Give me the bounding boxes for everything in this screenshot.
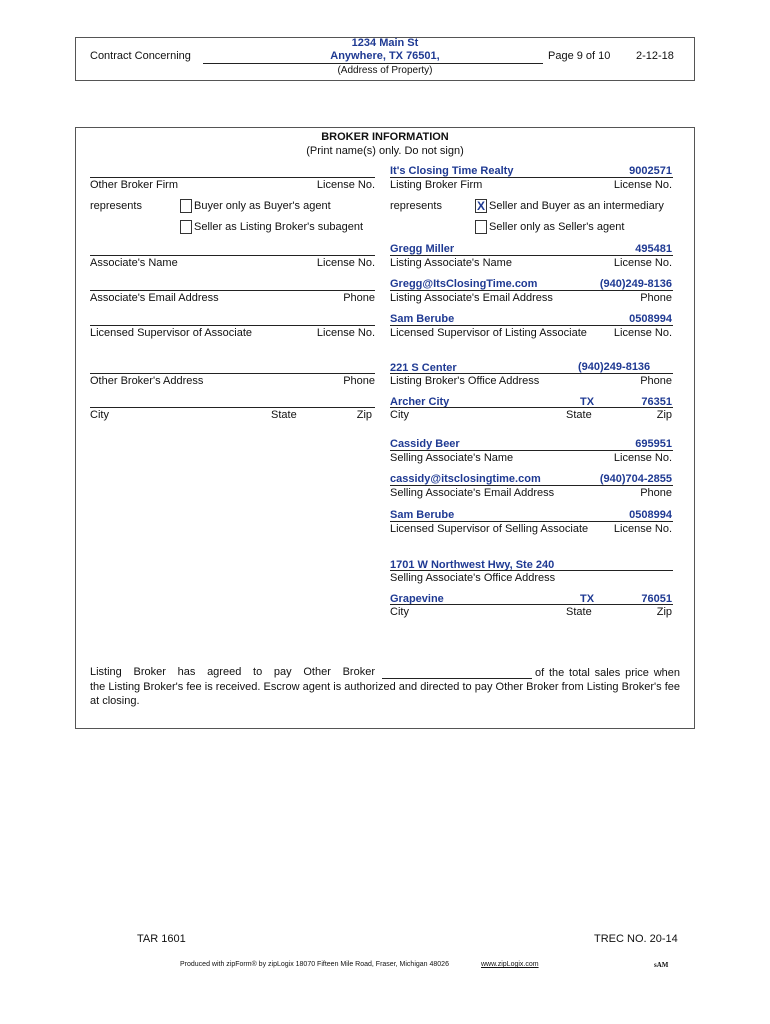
intermediary-checkbox[interactable]: X xyxy=(476,199,485,213)
listing-zip-value[interactable]: 76351 xyxy=(641,396,672,408)
selling-supervisor-license-label: License No. xyxy=(613,523,672,535)
buyer-agent-option-label: Buyer only as Buyer's agent xyxy=(194,200,331,212)
initials-text: sAM xyxy=(654,961,669,969)
property-address-line1: 1234 Main St xyxy=(351,37,419,49)
other-broker-phone-label: Phone xyxy=(343,375,375,387)
listing-associate-name-value[interactable]: Gregg Miller xyxy=(390,243,455,255)
listing-supervisor-license-label: License No. xyxy=(613,327,672,339)
selling-office-address-value[interactable]: 1701 W Northwest Hwy, Ste 240 xyxy=(390,559,555,571)
selling-associate-phone-value[interactable]: (940)704-2855 xyxy=(599,473,672,485)
selling-associate-email-label: Selling Associate's Email Address xyxy=(390,487,555,499)
other-supervisor-license-label: License No. xyxy=(316,327,375,339)
property-address-line2[interactable]: Anywhere, TX 76501, xyxy=(330,50,440,62)
listing-office-address-value[interactable]: 221 S Center xyxy=(390,362,457,374)
broker-information-box xyxy=(75,127,695,729)
other-state-label: State xyxy=(271,409,297,421)
selling-zip-label: Zip xyxy=(656,606,672,618)
other-zip-label: Zip xyxy=(356,409,372,421)
other-broker-address-line[interactable] xyxy=(90,373,375,374)
listing-supervisor-license-value[interactable]: 0508994 xyxy=(629,313,672,325)
trec-number: TREC NO. 20-14 xyxy=(594,933,678,945)
contract-concerning-label: Contract Concerning xyxy=(90,50,191,62)
selling-associate-email-value[interactable]: cassidy@itsclosingtime.com xyxy=(390,473,541,485)
listing-supervisor-label: Licensed Supervisor of Listing Associate xyxy=(390,327,587,339)
listing-state-value[interactable]: TX xyxy=(580,396,595,408)
selling-office-address-label: Selling Associate's Office Address xyxy=(390,572,556,584)
other-associate-license-label: License No. xyxy=(316,257,375,269)
listing-office-phone-value[interactable]: (940)249-8136 xyxy=(578,361,651,373)
listing-broker-license-label: License No. xyxy=(613,179,672,191)
listing-office-address-label: Listing Broker's Office Address xyxy=(390,375,540,387)
listing-supervisor-value[interactable]: Sam Berube xyxy=(390,313,455,325)
selling-associate-phone-label: Phone xyxy=(640,487,672,499)
fee-text-part1: Listing Broker has agreed to pay Other Broker xyxy=(90,666,375,678)
ziplogix-link[interactable]: www.zipLogix.com xyxy=(481,961,539,968)
seller-subagent-checkbox[interactable] xyxy=(180,220,192,234)
selling-associate-license-value[interactable]: 695951 xyxy=(635,438,672,450)
buyer-agent-checkbox[interactable] xyxy=(180,199,192,213)
selling-supervisor-label: Licensed Supervisor of Selling Associate xyxy=(390,523,589,535)
listing-associate-phone-label: Phone xyxy=(640,292,672,304)
listing-office-phone-label: Phone xyxy=(640,375,672,387)
other-associate-phone-label: Phone xyxy=(343,292,375,304)
listing-broker-firm-value[interactable]: It's Closing Time Realty xyxy=(390,165,514,177)
selling-state-value[interactable]: TX xyxy=(580,593,595,605)
seller-subagent-option-label: Seller as Listing Broker's subagent xyxy=(194,221,364,233)
other-represents-label: represents xyxy=(90,200,142,212)
listing-broker-firm-line xyxy=(390,177,673,178)
selling-city-value[interactable]: Grapevine xyxy=(390,593,444,605)
listing-city-value[interactable]: Archer City xyxy=(390,396,450,408)
other-city-line[interactable] xyxy=(90,407,375,408)
listing-broker-license-value[interactable]: 9002571 xyxy=(629,165,672,177)
produced-with-text: Produced with zipForm® by zipLogix 18070 Fifteen Mile Road, Fraser, Michigan 48026 xyxy=(180,961,449,968)
other-broker-license-label: License No. xyxy=(316,179,375,191)
listing-associate-license-value[interactable]: 495481 xyxy=(635,243,672,255)
other-broker-firm-line[interactable] xyxy=(90,177,375,178)
selling-supervisor-license-value[interactable]: 0508994 xyxy=(629,509,672,521)
selling-associate-name-value[interactable]: Cassidy Beer xyxy=(390,438,460,450)
other-broker-address-label: Other Broker's Address xyxy=(90,375,204,387)
selling-zip-value[interactable]: 76051 xyxy=(641,593,672,605)
seller-agent-option-label: Seller only as Seller's agent xyxy=(489,221,625,233)
selling-supervisor-value[interactable]: Sam Berube xyxy=(390,509,455,521)
listing-broker-firm-label: Listing Broker Firm xyxy=(390,179,483,191)
listing-state-label: State xyxy=(566,409,592,421)
fee-text-part2 xyxy=(90,666,680,708)
selling-state-label: State xyxy=(566,606,592,618)
listing-zip-label: Zip xyxy=(656,409,672,421)
selling-associate-license-label: License No. xyxy=(613,452,672,464)
other-supervisor-label: Licensed Supervisor of Associate xyxy=(90,327,253,339)
selling-associate-email-line xyxy=(390,485,673,486)
listing-associate-name-line xyxy=(390,255,673,256)
listing-associate-license-label: License No. xyxy=(613,257,672,269)
other-broker-firm-label: Other Broker Firm xyxy=(90,179,179,191)
selling-associate-name-line xyxy=(390,450,673,451)
selling-supervisor-line xyxy=(390,521,673,522)
other-associate-name-label: Associate's Name xyxy=(90,257,178,269)
listing-city-label: City xyxy=(390,409,409,421)
listing-associate-email-value[interactable]: Gregg@ItsClosingTime.com xyxy=(390,278,538,290)
other-associate-email-label: Associate's Email Address xyxy=(90,292,219,304)
selling-office-address-line xyxy=(390,570,673,571)
selling-associate-name-label: Selling Associate's Name xyxy=(390,452,514,464)
selling-city-label: City xyxy=(390,606,409,618)
listing-represents-label: represents xyxy=(390,200,442,212)
selling-city-line xyxy=(390,604,673,605)
broker-information-title: BROKER INFORMATION xyxy=(321,131,449,143)
listing-associate-phone-value[interactable]: (940)249-8136 xyxy=(599,278,672,290)
listing-associate-email-label: Listing Associate's Email Address xyxy=(390,292,553,304)
seller-agent-checkbox[interactable] xyxy=(475,220,487,234)
form-date: 2-12-18 xyxy=(636,50,674,62)
listing-office-address-line xyxy=(390,373,673,374)
listing-supervisor-line xyxy=(390,325,673,326)
intermediary-option-label: Seller and Buyer as an intermediary xyxy=(489,200,664,212)
other-city-label: City xyxy=(90,409,109,421)
other-associate-name-line[interactable] xyxy=(90,255,375,256)
other-associate-email-line[interactable] xyxy=(90,290,375,291)
listing-city-line xyxy=(390,407,673,408)
listing-associate-email-line xyxy=(390,290,673,291)
property-address-underline xyxy=(203,63,543,64)
property-address-caption: (Address of Property) xyxy=(337,65,433,76)
listing-associate-name-label: Listing Associate's Name xyxy=(390,257,512,269)
other-supervisor-line[interactable] xyxy=(90,325,375,326)
page-number: Page 9 of 10 xyxy=(548,50,611,62)
broker-information-subtitle: (Print name(s) only. Do not sign) xyxy=(306,145,464,157)
form-id: TAR 1601 xyxy=(137,933,186,945)
fee-text-part2-content: of the total sales price when the Listing Broker's fee is received. Escrow agent is authorized and directed to pay Other Broker from Listing Broker's fee at closing. xyxy=(90,667,680,707)
